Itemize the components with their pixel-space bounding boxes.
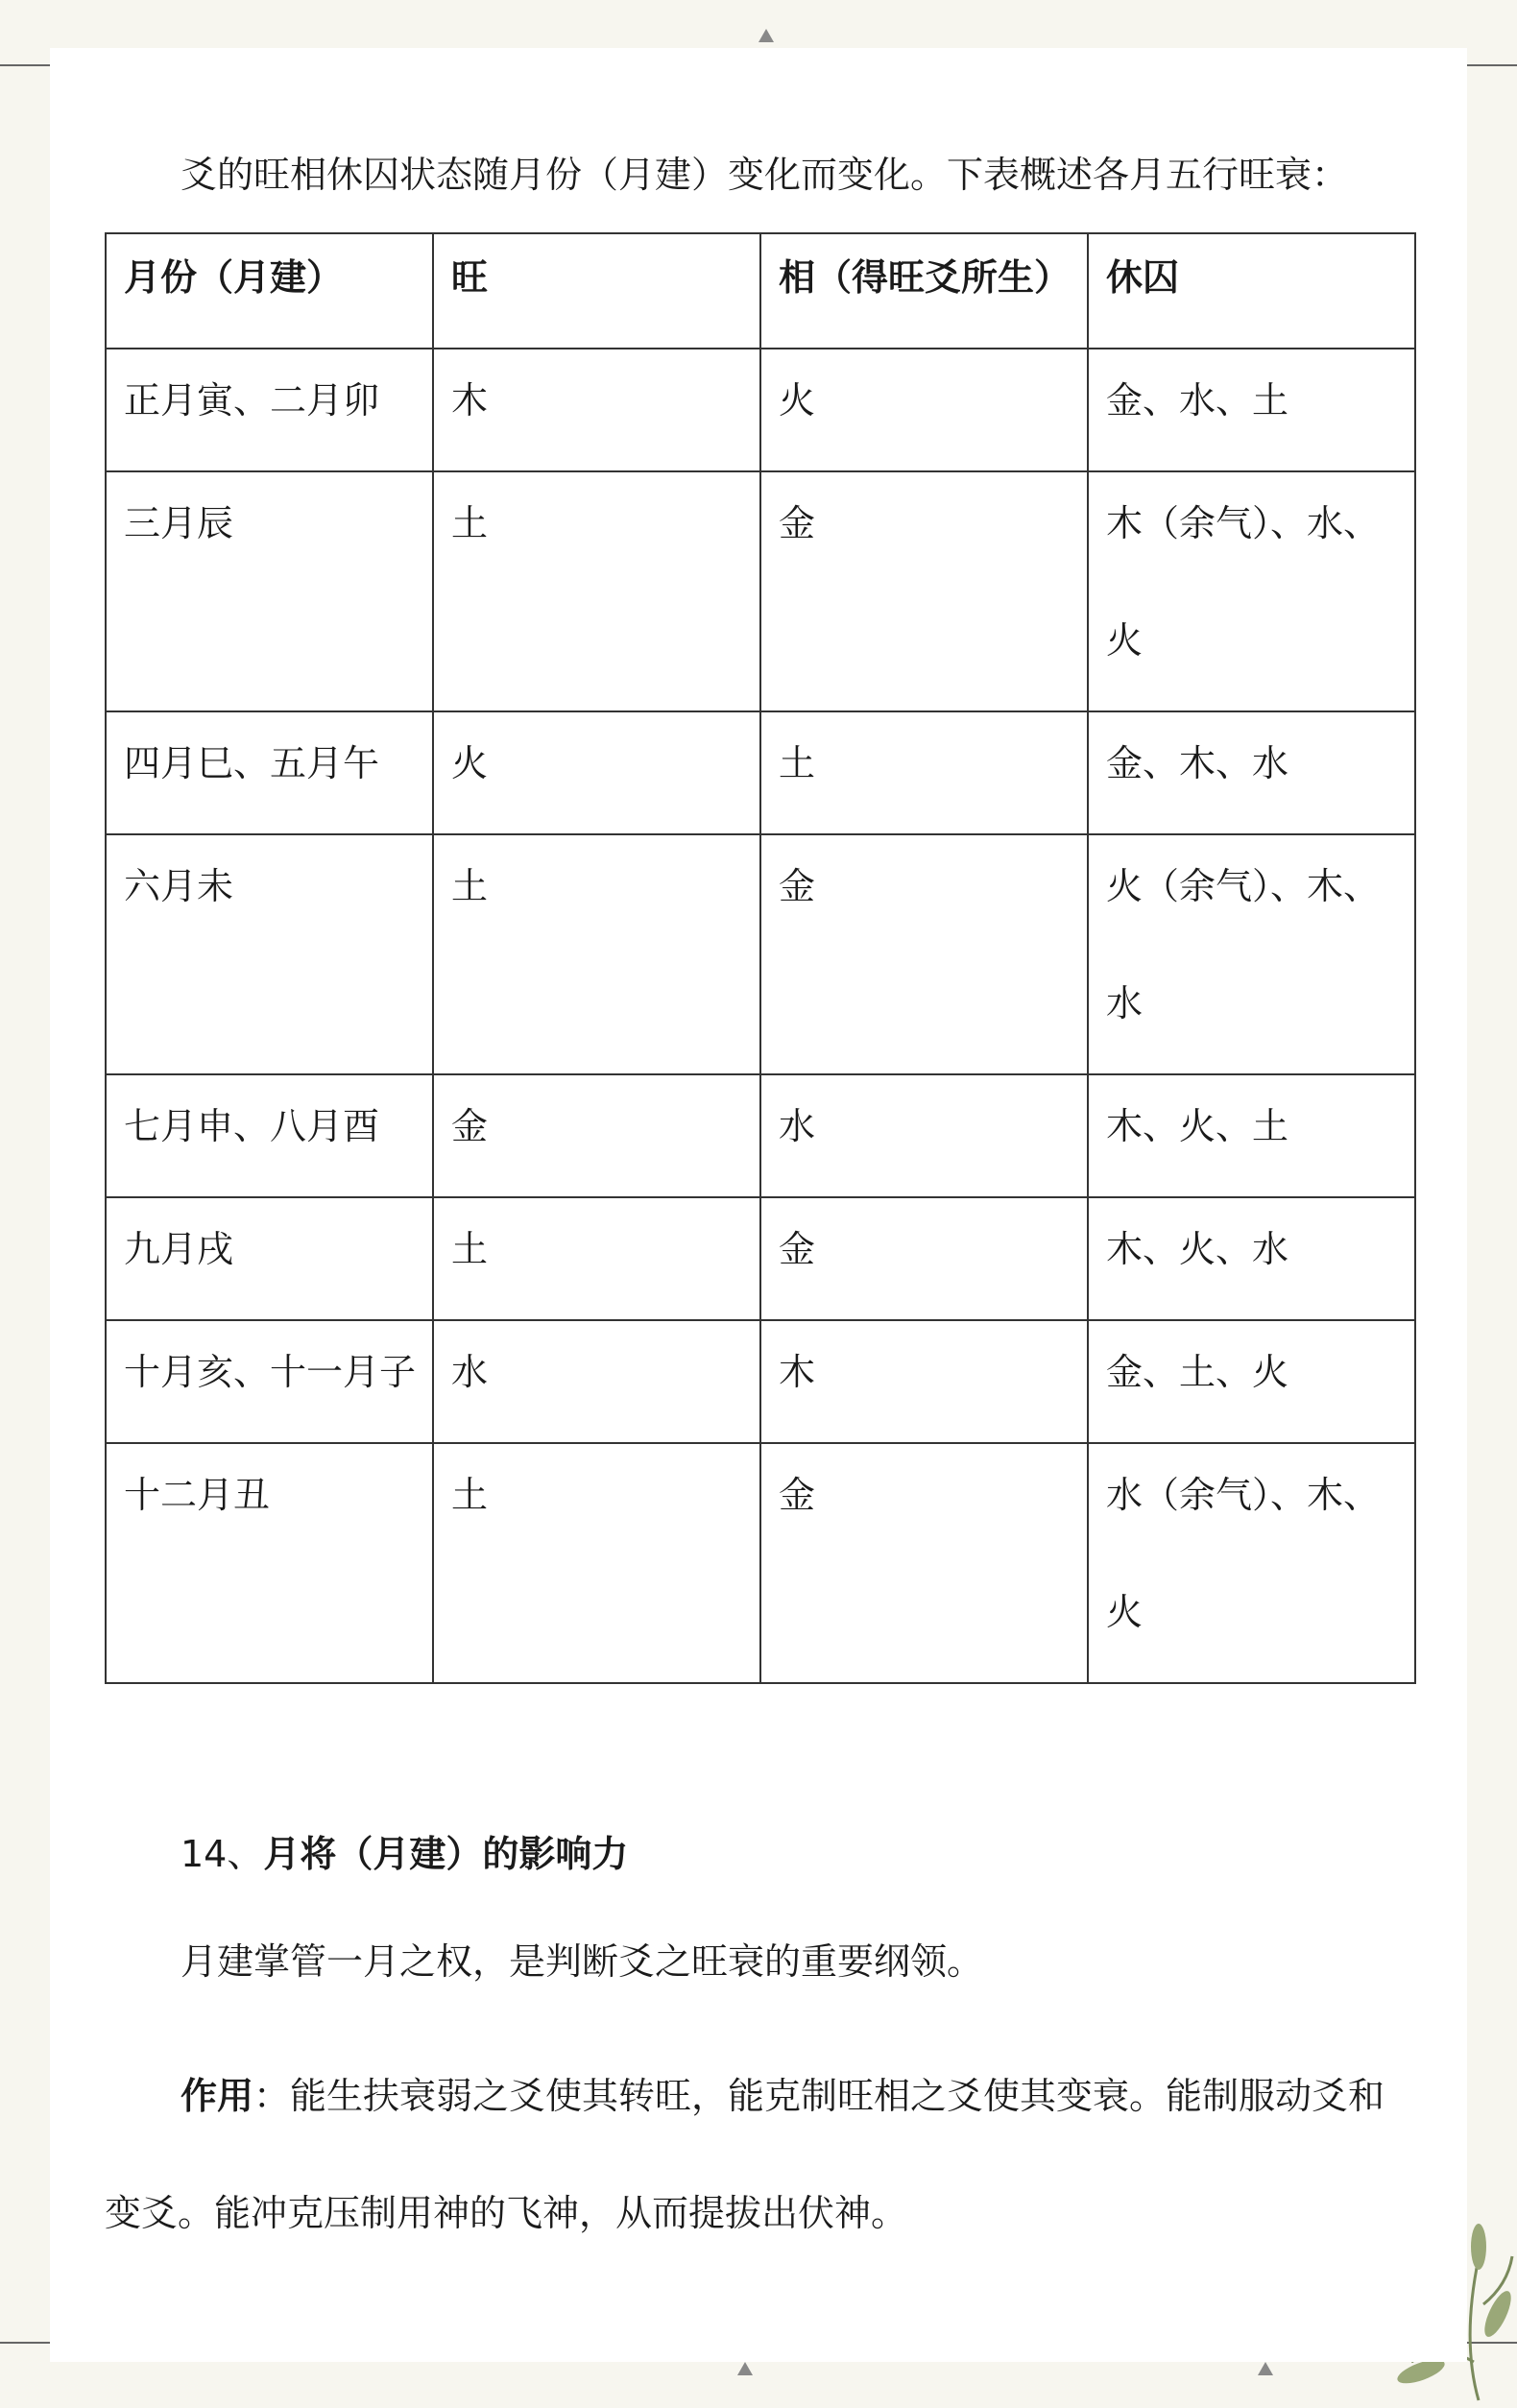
table-cell: 七月申、八月酉 — [106, 1074, 433, 1197]
table-cell: 木 — [433, 349, 760, 471]
table-cell: 金 — [760, 471, 1088, 711]
table-cell: 十月亥、十一月子 — [106, 1320, 433, 1443]
function-text: ：能生扶衰弱之爻使其转旺，能克制旺相之爻使其变衰。能制服动爻和变爻。能冲克压制用神的飞神，从而提拔出伏神。 — [105, 2075, 1385, 2234]
table-row — [106, 1320, 1415, 1443]
table-cell: 土 — [433, 834, 760, 1074]
table-cell: 金、水、土 — [1088, 349, 1415, 471]
table-cell: 土 — [433, 471, 760, 711]
table-row — [106, 711, 1415, 834]
header-cell: 相（得旺爻所生） — [760, 233, 1088, 349]
table-cell: 金 — [433, 1074, 760, 1197]
table-row — [106, 1197, 1415, 1320]
table-row — [106, 1443, 1415, 1683]
table-cell: 木（余气）、水、火 — [1088, 471, 1415, 711]
paragraph-month-authority: 月建掌管一月之权，是判断爻之旺衰的重要纲领。 — [181, 1940, 984, 1983]
table-cell: 六月未 — [106, 834, 433, 1074]
table-cell: 金 — [760, 1197, 1088, 1320]
section-heading — [181, 1824, 628, 1877]
table-cell: 土 — [760, 711, 1088, 834]
header-cell: 旺 — [433, 233, 760, 349]
header-cell: 月份（月建） — [106, 233, 433, 349]
table-cell: 三月辰 — [106, 471, 433, 711]
table-cell: 水 — [433, 1320, 760, 1443]
table-cell: 十二月丑 — [106, 1443, 433, 1683]
table-row — [106, 471, 1415, 711]
table-cell: 金 — [760, 834, 1088, 1074]
table-cell: 金 — [760, 1443, 1088, 1683]
table-cell: 木 — [760, 1320, 1088, 1443]
section-title: 月将（月建）的影响力 — [263, 1833, 629, 1875]
table-row — [106, 834, 1415, 1074]
section-number: 14、 — [181, 1833, 264, 1875]
table-header-row — [106, 233, 1415, 349]
table-cell: 金、土、火 — [1088, 1320, 1415, 1443]
function-label: 作用 — [181, 2075, 254, 2117]
table-cell: 正月寅、二月卯 — [106, 349, 433, 471]
table-cell: 火 — [433, 711, 760, 834]
table-cell: 木、火、土 — [1088, 1074, 1415, 1197]
table-cell: 水 — [760, 1074, 1088, 1197]
table-cell: 火（余气）、木、水 — [1088, 834, 1415, 1074]
table-cell: 水（余气）、木、火 — [1088, 1443, 1415, 1683]
table-cell: 土 — [433, 1443, 760, 1683]
paragraph-function — [105, 2037, 1420, 2272]
table-row — [106, 1074, 1415, 1197]
table-cell: 金、木、水 — [1088, 711, 1415, 834]
table-cell: 土 — [433, 1197, 760, 1320]
table-cell: 木、火、水 — [1088, 1197, 1415, 1320]
table-cell: 九月戌 — [106, 1197, 433, 1320]
header-cell: 休囚 — [1088, 233, 1415, 349]
wuxing-table — [105, 232, 1416, 1684]
table-row — [106, 349, 1415, 471]
table-cell: 火 — [760, 349, 1088, 471]
intro-paragraph: 爻的旺相休囚状态随月份（月建）变化而变化。下表概述各月五行旺衰： — [181, 154, 1349, 196]
table-cell: 四月巳、五月午 — [106, 711, 433, 834]
